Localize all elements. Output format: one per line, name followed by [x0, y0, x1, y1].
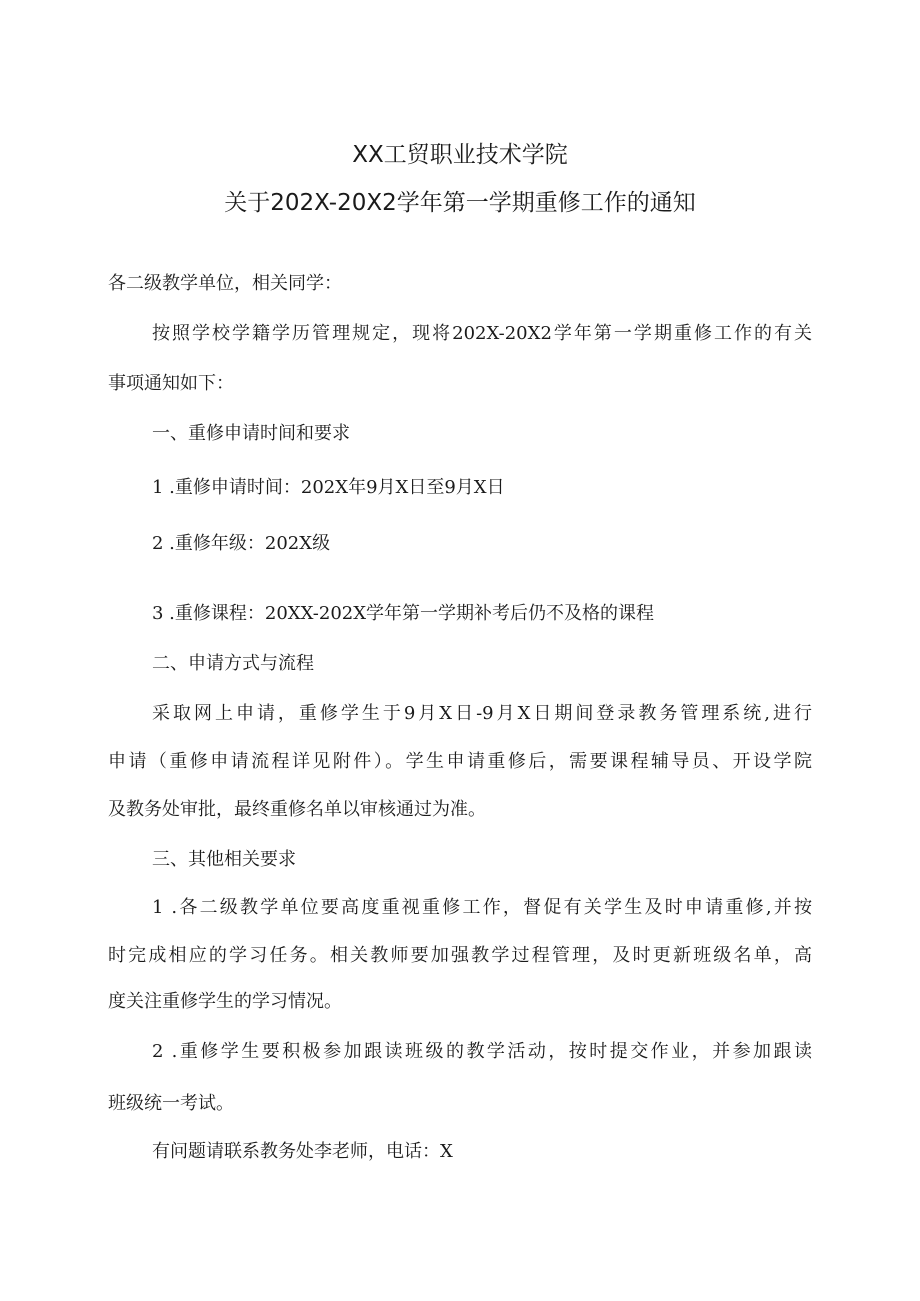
section-1-heading: 一、重修申请时间和要求	[152, 423, 350, 444]
section-2-para-line-2: 申请（重修申请流程详见附件）。学生申请重修后，需要课程辅导员、开设学院	[108, 751, 812, 772]
section-3-item-1-line-3: 度关注重修学生的学习情况。	[108, 991, 342, 1012]
salutation: 各二级教学单位，相关同学：	[108, 273, 342, 294]
section-2-para-line-3: 及教务处审批，最终重修名单以审核通过为准。	[108, 799, 486, 820]
section-1-item-2: 2 .重修年级：202X级	[152, 533, 331, 554]
section-3-item-2-line-2: 班级统一考试。	[108, 1093, 234, 1114]
intro-line-1: 按照学校学籍学历管理规定，现将202X-20X2学年第一学期重修工作的有关	[152, 323, 812, 344]
section-3-item-1-line-2: 时完成相应的学习任务。相关教师要加强教学过程管理，及时更新班级名单，高	[108, 945, 812, 966]
section-1-item-3: 3 .重修课程：20XX-202X学年第一学期补考后仍不及格的课程	[152, 603, 655, 624]
section-3-item-2-line-1: 2 .重修学生要积极参加跟读班级的教学活动，按时提交作业，并参加跟读	[152, 1041, 812, 1062]
contact-line: 有问题请联系教务处李老师，电话：X	[152, 1141, 453, 1162]
section-1-item-1: 1 .重修申请时间：202X年9月X日至9月X日	[152, 477, 505, 498]
section-3-heading: 三、其他相关要求	[152, 849, 296, 870]
intro-line-2: 事项通知如下：	[108, 373, 234, 394]
section-3-item-1-line-1: 1 .各二级教学单位要高度重视重修工作，督促有关学生及时申请重修,并按	[152, 897, 812, 918]
document-title-notice: 关于202X-20X2学年第一学期重修工作的通知	[224, 190, 696, 216]
document-title-school: XX工贸职业技术学院	[352, 142, 568, 168]
section-2-heading: 二、申请方式与流程	[152, 653, 314, 674]
section-2-para-line-1: 采取网上申请，重修学生于9月X日-9月X日期间登录教务管理系统,进行	[152, 703, 812, 724]
